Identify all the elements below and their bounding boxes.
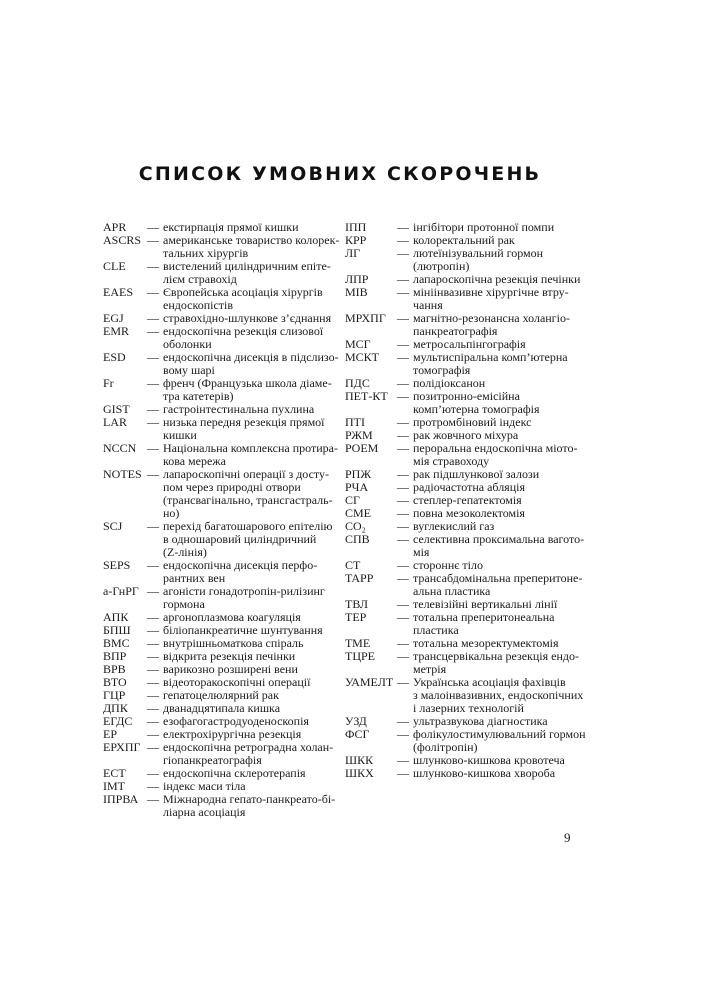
definition-line: пероральна ендоскопічна міото- bbox=[413, 441, 578, 455]
dash-separator: — bbox=[397, 519, 409, 533]
dash-separator: — bbox=[397, 272, 409, 286]
abbreviation: МРХПГ bbox=[345, 311, 386, 325]
definition-line: гепатоцелюлярний рак bbox=[163, 688, 279, 702]
abbreviation-entry bbox=[103, 351, 343, 377]
definition bbox=[163, 325, 343, 351]
dash-separator: — bbox=[397, 467, 409, 481]
abbreviation: Fr bbox=[103, 376, 114, 390]
definition-line: екстирпація прямої кишки bbox=[163, 220, 299, 234]
definition-line: Міжнародна гепато-панкреато-бі- bbox=[163, 792, 336, 806]
abbreviation: GIST bbox=[103, 402, 130, 416]
definition bbox=[163, 520, 343, 559]
definition-line: перехід багатошарового епітелію bbox=[163, 519, 333, 533]
definition-line: кишки bbox=[163, 428, 197, 442]
abbreviation: ЛГ bbox=[345, 246, 361, 260]
dash-separator: — bbox=[397, 350, 409, 364]
abbreviation: ВРВ bbox=[103, 662, 126, 676]
definition bbox=[413, 572, 595, 598]
definition-line: і лазерних технологій bbox=[413, 701, 524, 715]
abbreviation-entry bbox=[103, 286, 343, 312]
abbreviation: ЛПР bbox=[345, 272, 369, 286]
definition-line: пом через природні отвори bbox=[163, 480, 301, 494]
abbreviation: APR bbox=[103, 220, 127, 234]
definition bbox=[163, 260, 343, 286]
abbreviation: ВМС bbox=[103, 636, 130, 650]
definition-line: томографія bbox=[413, 363, 471, 377]
abbreviation-entry bbox=[103, 468, 343, 520]
definition-line: тальних хірургів bbox=[163, 246, 249, 260]
definition-line: інгібітори протонної помпи bbox=[413, 220, 555, 234]
dash-separator: — bbox=[147, 675, 159, 689]
dash-separator: — bbox=[147, 584, 159, 598]
dash-separator: — bbox=[147, 415, 159, 429]
definition-line: ендоскопістів bbox=[163, 298, 234, 312]
dash-separator: — bbox=[397, 649, 409, 663]
definition-line: телевізійні вертикальні лінії bbox=[413, 597, 558, 611]
definition bbox=[163, 741, 343, 767]
definition-line: тотальна мезоректумектомія bbox=[413, 636, 559, 650]
abbreviation: РЧА bbox=[345, 480, 369, 494]
abbreviation: ІПП bbox=[345, 220, 367, 234]
definition-line: мініінвазивне хірургічне втру- bbox=[413, 285, 569, 299]
abbreviation: CLE bbox=[103, 259, 126, 273]
abbreviation: ESD bbox=[103, 350, 126, 364]
page-title: СПИСОК УМОВНИХ СКОРОЧЕНЬ bbox=[138, 162, 542, 185]
abbreviation: ІПРВА bbox=[103, 792, 139, 806]
dash-separator: — bbox=[147, 350, 159, 364]
abbreviation-entry bbox=[103, 234, 343, 260]
definition bbox=[413, 767, 595, 780]
definition bbox=[413, 650, 595, 676]
dash-separator: — bbox=[147, 519, 159, 533]
dash-separator: — bbox=[147, 688, 159, 702]
abbreviation: СГ bbox=[345, 493, 360, 507]
abbreviation: NOTES bbox=[103, 467, 142, 481]
definition-line: тра катетерів) bbox=[163, 389, 234, 403]
dash-separator: — bbox=[397, 415, 409, 429]
definition bbox=[163, 559, 343, 585]
definition-line: рантних вен bbox=[163, 571, 226, 585]
definition-line: чання bbox=[413, 298, 443, 312]
definition-line: колоректальний рак bbox=[413, 233, 515, 247]
definition-line: електрохірургічна резекція bbox=[163, 727, 302, 741]
definition-line: дванадцятипала кишка bbox=[163, 701, 281, 715]
definition bbox=[163, 793, 343, 819]
abbreviation: ЕСТ bbox=[103, 766, 126, 780]
definition-line: лапароскопічні операції з досту- bbox=[163, 467, 330, 481]
abbreviation: ЕР bbox=[103, 727, 118, 741]
abbreviation-entry bbox=[103, 559, 343, 585]
abbreviation: ЕГДС bbox=[103, 714, 133, 728]
definition bbox=[163, 468, 343, 520]
abbreviation-entry bbox=[345, 533, 595, 559]
definition-line: лієм стравохід bbox=[163, 272, 237, 286]
definition-line: ультразвукова діагностика bbox=[413, 714, 548, 728]
dash-separator: — bbox=[397, 727, 409, 741]
abbreviation: УАМЕЛТ bbox=[345, 675, 394, 689]
dash-separator: — bbox=[397, 597, 409, 611]
dash-separator: — bbox=[147, 311, 159, 325]
abbreviation: ШКХ bbox=[345, 766, 374, 780]
definition bbox=[163, 234, 343, 260]
definition-line: американське товариство колорек- bbox=[163, 233, 340, 247]
definition bbox=[413, 247, 595, 273]
definition-line: радіочастотна абляція bbox=[413, 480, 525, 494]
definition-line: в одношаровий циліндричний bbox=[163, 532, 317, 546]
abbreviation: TEP bbox=[345, 610, 367, 624]
abbreviation: ІМТ bbox=[103, 779, 125, 793]
definition bbox=[413, 351, 595, 377]
abbreviation-entry bbox=[345, 767, 595, 780]
abbreviation-entry bbox=[345, 312, 595, 338]
dash-separator: — bbox=[147, 402, 159, 416]
abbreviations-right-column bbox=[345, 221, 595, 780]
dash-separator: — bbox=[397, 220, 409, 234]
abbreviation: TAPP bbox=[345, 571, 374, 585]
abbreviation: ASCRS bbox=[103, 233, 142, 247]
definition bbox=[413, 728, 595, 754]
definition-line: ендоскопічна склеротерапія bbox=[163, 766, 306, 780]
abbreviation: МІВ bbox=[345, 285, 368, 299]
dash-separator: — bbox=[397, 636, 409, 650]
dash-separator: — bbox=[397, 285, 409, 299]
definition bbox=[163, 377, 343, 403]
abbreviation: ВТО bbox=[103, 675, 127, 689]
abbreviation-entry bbox=[345, 442, 595, 468]
definition-line: рак підшлункової залози bbox=[413, 467, 540, 481]
dash-separator: — bbox=[147, 727, 159, 741]
dash-separator: — bbox=[147, 558, 159, 572]
abbreviation: УЗД bbox=[345, 714, 367, 728]
abbreviation-entry bbox=[345, 572, 595, 598]
dash-separator: — bbox=[147, 662, 159, 676]
dash-separator: — bbox=[397, 753, 409, 767]
definition-line: комп’ютерна томографія bbox=[413, 402, 540, 416]
abbreviation-entry bbox=[103, 325, 343, 351]
definition-line: внутрішньоматкова спіраль bbox=[163, 636, 304, 650]
abbreviation: POEM bbox=[345, 441, 379, 455]
definition bbox=[163, 585, 343, 611]
abbreviation-entry bbox=[345, 247, 595, 273]
abbreviation: ДПК bbox=[103, 701, 128, 715]
dash-separator: — bbox=[397, 558, 409, 572]
definition-line: (трансвагінально, трансгастраль- bbox=[163, 493, 333, 507]
definition-line: (фолітропін) bbox=[413, 740, 478, 754]
definition-line: вуглекислий газ bbox=[413, 519, 495, 533]
dash-separator: — bbox=[147, 649, 159, 663]
abbreviation-entry bbox=[345, 728, 595, 754]
dash-separator: — bbox=[397, 480, 409, 494]
abbreviation: СПВ bbox=[345, 532, 370, 546]
abbreviation: АПК bbox=[103, 610, 129, 624]
definition-line: панкреатографія bbox=[413, 324, 498, 338]
abbreviation: CME bbox=[345, 506, 372, 520]
definition-line: кова мережа bbox=[163, 454, 226, 468]
abbreviation: LAR bbox=[103, 415, 127, 429]
definition-line: (Z-лінія) bbox=[163, 545, 207, 559]
abbreviation: КРР bbox=[345, 233, 367, 247]
abbreviation: ПДС bbox=[345, 376, 370, 390]
definition-line: лапароскопічна резекція печінки bbox=[413, 272, 581, 286]
definition-line: гормона bbox=[163, 597, 205, 611]
definition bbox=[413, 676, 595, 715]
abbreviation: SEPS bbox=[103, 558, 131, 572]
dash-separator: — bbox=[397, 441, 409, 455]
abbreviation: NCCN bbox=[103, 441, 137, 455]
dash-separator: — bbox=[397, 571, 409, 585]
definition-line: степлер-гепатектомія bbox=[413, 493, 522, 507]
abbreviation-entry bbox=[103, 585, 343, 611]
definition-line: відеоторакоскопічні операції bbox=[163, 675, 311, 689]
dash-separator: — bbox=[147, 610, 159, 624]
definition-line: трансцервікальна резекція ендо- bbox=[413, 649, 579, 663]
definition-line: протромбіновий індекс bbox=[413, 415, 532, 429]
abbreviation: ТМЕ bbox=[345, 636, 371, 650]
definition-line: метрія bbox=[413, 662, 447, 676]
definition-line: ендоскопічна резекція слизової bbox=[163, 324, 324, 338]
abbreviation: ТВЛ bbox=[345, 597, 369, 611]
definition bbox=[413, 611, 595, 637]
definition-line: аргоноплазмова коагуляція bbox=[163, 610, 301, 624]
definition-line: ендоскопічна дисекція перфо- bbox=[163, 558, 318, 572]
abbreviation: ТЦРЕ bbox=[345, 649, 375, 663]
definition-line: мультиспіральна комп’ютерна bbox=[413, 350, 568, 364]
definition-line: полідіоксанон bbox=[413, 376, 486, 390]
abbreviation-entry bbox=[345, 676, 595, 715]
dash-separator: — bbox=[147, 324, 159, 338]
dash-separator: — bbox=[397, 389, 409, 403]
dash-separator: — bbox=[147, 766, 159, 780]
definition-line: повна мезоколектомія bbox=[413, 506, 525, 520]
abbreviation-entry bbox=[345, 611, 595, 637]
abbreviation-entry bbox=[345, 650, 595, 676]
definition-line: позитронно-емісійна bbox=[413, 389, 520, 403]
definition-line: низька передня резекція прямої bbox=[163, 415, 325, 429]
definition-line: тотальна преперитонеальна bbox=[413, 610, 555, 624]
definition-line: (лютропін) bbox=[413, 259, 470, 273]
dash-separator: — bbox=[397, 246, 409, 260]
definition-line: лютеїнізувальний гормон bbox=[413, 246, 544, 260]
abbreviation-entry bbox=[103, 377, 343, 403]
definition-line: метросальпінгографія bbox=[413, 337, 526, 351]
dash-separator: — bbox=[147, 259, 159, 273]
definition-line: езофагогастродуоденоскопія bbox=[163, 714, 309, 728]
page-number: 9 bbox=[564, 830, 571, 845]
definition-line: мія стравоходу bbox=[413, 454, 490, 468]
definition-line: альна пластика bbox=[413, 584, 491, 598]
definition bbox=[413, 390, 595, 416]
dash-separator: — bbox=[397, 428, 409, 442]
dash-separator: — bbox=[397, 610, 409, 624]
definition bbox=[163, 416, 343, 442]
abbreviations-left-column bbox=[103, 221, 343, 819]
abbreviation: РПЖ bbox=[345, 467, 372, 481]
definition-line: магнітно-резонансна холангіо- bbox=[413, 311, 570, 325]
abbreviation-entry bbox=[345, 351, 595, 377]
dash-separator: — bbox=[397, 532, 409, 546]
definition-line: фолікулостимулювальний гормон bbox=[413, 727, 586, 741]
abbreviation-entry bbox=[103, 741, 343, 767]
abbreviation-entry bbox=[345, 286, 595, 312]
dash-separator: — bbox=[147, 792, 159, 806]
definition-line: ліарна асоціація bbox=[163, 805, 246, 819]
definition-line: Українська асоціація фахівців bbox=[413, 675, 566, 689]
abbreviation: EGJ bbox=[103, 311, 124, 325]
dash-separator: — bbox=[397, 714, 409, 728]
dash-separator: — bbox=[397, 675, 409, 689]
definition-line: пластика bbox=[413, 623, 459, 637]
definition-line: шлунково-кишкова кровотеча bbox=[413, 753, 565, 767]
definition-line: стороннє тіло bbox=[413, 558, 483, 572]
abbreviation: МСГ bbox=[345, 337, 371, 351]
definition-line: агоністи гонадотропін-рилізинг bbox=[163, 584, 325, 598]
definition-line: френч (Французька школа діаме- bbox=[163, 376, 332, 390]
definition-line: шлунково-кишкова хвороба bbox=[413, 766, 556, 780]
definition-line: біліопанкреатичне шунтування bbox=[163, 623, 323, 637]
definition-line: варикозно розширені вени bbox=[163, 662, 298, 676]
dash-separator: — bbox=[147, 467, 159, 481]
dash-separator: — bbox=[147, 779, 159, 793]
dash-separator: — bbox=[397, 233, 409, 247]
abbreviation-entry bbox=[103, 793, 343, 819]
dash-separator: — bbox=[147, 701, 159, 715]
abbreviation: EMR bbox=[103, 324, 130, 338]
abbreviation-entry bbox=[103, 416, 343, 442]
abbreviation: ЕРХПГ bbox=[103, 740, 141, 754]
dash-separator: — bbox=[147, 220, 159, 234]
abbreviation: ПТІ bbox=[345, 415, 365, 429]
dash-separator: — bbox=[147, 740, 159, 754]
dash-separator: — bbox=[397, 493, 409, 507]
definition bbox=[413, 442, 595, 468]
abbreviation: ПЕТ-КТ bbox=[345, 389, 388, 403]
abbreviation: БПШ bbox=[103, 623, 131, 637]
abbreviation: СТ bbox=[345, 558, 361, 572]
dash-separator: — bbox=[147, 285, 159, 299]
dash-separator: — bbox=[147, 441, 159, 455]
definition-line: оболонки bbox=[163, 337, 212, 351]
abbreviation: ГЦР bbox=[103, 688, 126, 702]
definition-line: Національна комплексна протира- bbox=[163, 441, 338, 455]
abbreviation-entry bbox=[103, 520, 343, 559]
dash-separator: — bbox=[147, 233, 159, 247]
dash-separator: — bbox=[397, 311, 409, 325]
definition bbox=[163, 442, 343, 468]
definition-line: мія bbox=[413, 545, 430, 559]
abbreviation: ШКК bbox=[345, 753, 374, 767]
definition bbox=[163, 351, 343, 377]
definition-line: індекс маси тіла bbox=[163, 779, 246, 793]
dash-separator: — bbox=[147, 714, 159, 728]
definition-line: но) bbox=[163, 506, 180, 520]
dash-separator: — bbox=[397, 376, 409, 390]
definition-line: відкрита резекція печінки bbox=[163, 649, 296, 663]
abbreviation: РЖМ bbox=[345, 428, 373, 442]
definition-line: ендоскопічна дисекція в підслизо- bbox=[163, 350, 339, 364]
definition-line: Європейська асоціація хірургів bbox=[163, 285, 323, 299]
definition-line: гіопанкреатографія bbox=[163, 753, 262, 767]
dash-separator: — bbox=[397, 766, 409, 780]
abbreviation: МСКТ bbox=[345, 350, 380, 364]
dash-separator: — bbox=[147, 623, 159, 637]
definition-line: ендоскопічна ретроградна холан- bbox=[163, 740, 334, 754]
abbreviation: ВПР bbox=[103, 649, 127, 663]
abbreviation-entry bbox=[345, 390, 595, 416]
definition-line: стравохідно-шлункове з’єднання bbox=[163, 311, 332, 325]
abbreviation-entry bbox=[103, 260, 343, 286]
definition-line: рак жовчного міхура bbox=[413, 428, 519, 442]
abbreviation-entry bbox=[103, 442, 343, 468]
definition-line: селективна проксимальна вагото- bbox=[413, 532, 585, 546]
definition-line: трансабдомінальна преперитоне- bbox=[413, 571, 583, 585]
dash-separator: — bbox=[147, 636, 159, 650]
abbreviation: CO₂ bbox=[345, 519, 366, 533]
abbreviation: SCJ bbox=[103, 519, 123, 533]
abbreviation: EAES bbox=[103, 285, 133, 299]
abbreviation: ФСГ bbox=[345, 727, 370, 741]
definition bbox=[413, 312, 595, 338]
definition-line: вому шарі bbox=[163, 363, 215, 377]
definition bbox=[413, 286, 595, 312]
definition-line: гастроінтестинальна пухлина bbox=[163, 402, 315, 416]
dash-separator: — bbox=[397, 337, 409, 351]
definition bbox=[163, 286, 343, 312]
dash-separator: — bbox=[397, 506, 409, 520]
definition bbox=[413, 533, 595, 559]
definition-line: з малоінвазивних, ендоскопічних bbox=[413, 688, 584, 702]
abbreviation: a-ГнРГ bbox=[103, 584, 139, 598]
definition-line: вистелений циліндричним епіте- bbox=[163, 259, 331, 273]
dash-separator: — bbox=[147, 376, 159, 390]
